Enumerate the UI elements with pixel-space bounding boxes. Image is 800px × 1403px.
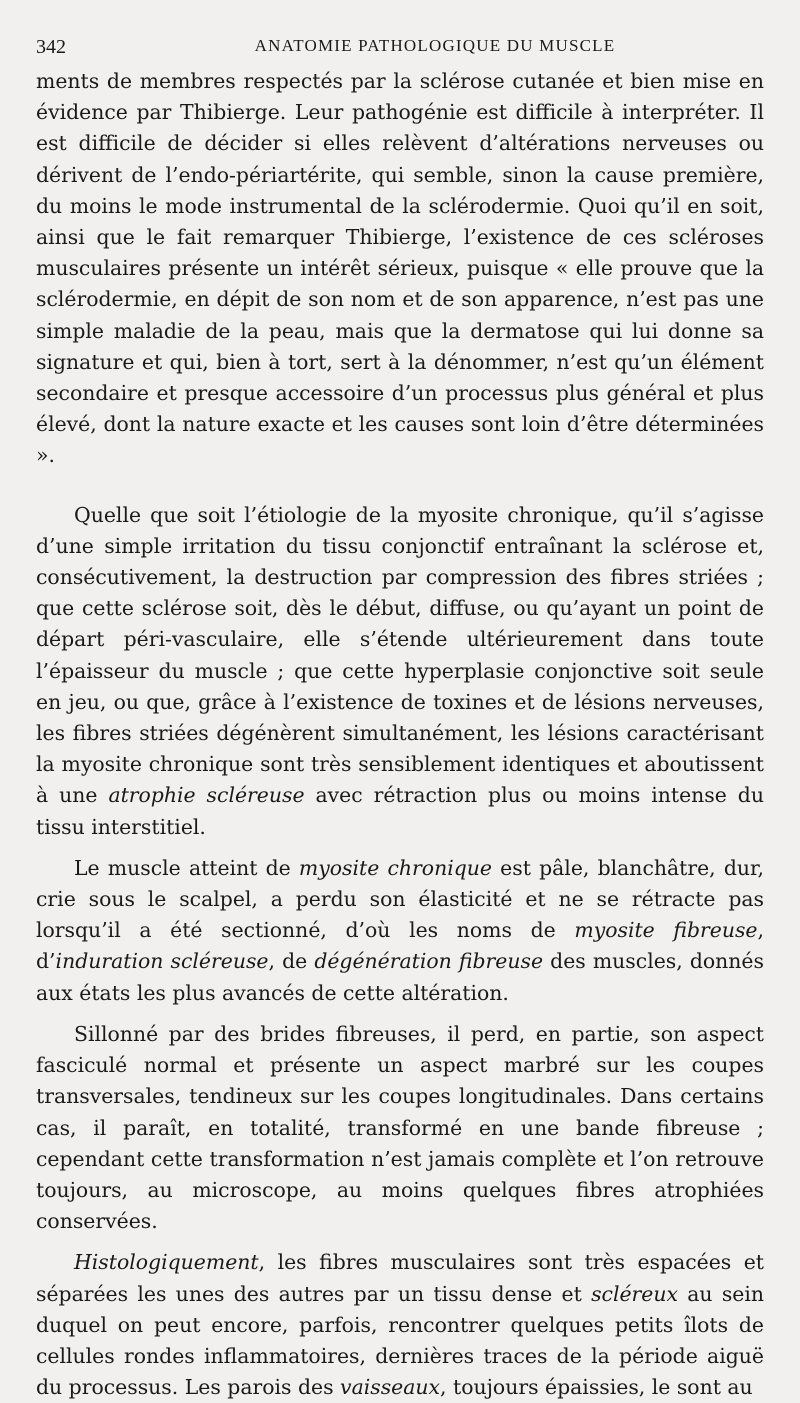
italic-term: scléreux (591, 1281, 678, 1306)
paragraph-muscle-atteint (36, 853, 764, 1009)
text-run: Le muscle atteint de (74, 855, 299, 880)
running-head-title: ANATOMIE PATHOLOGIQUE DU MUSCLE (254, 36, 616, 55)
text-run: , d’ (36, 918, 764, 974)
italic-term: induration scléreuse (55, 949, 269, 974)
italic-term: dégénération fibreuse (314, 949, 544, 974)
text-run: Sillonné par des brides fibreuses, il perd, en partie, son aspect fasciculé normal et présente un aspect marbré sur les coupes transversales, tendineux sur les coupes longitudinales. Dans certains cas, il paraît, en totalité, transformé en une bande fibreuse ; cependant cette transformation n’est jamais complète et l’on retrouve toujours, au microscope, au moins quelques fibres atrophiées conservées. (36, 1021, 764, 1234)
text-run: ments de membres respectés par la sclérose cutanée et bien mise en évidence par Thibierge. Leur pathogénie est difficile à interpréter. Il est difficile de décider si elles relèvent d’altérations nerveuses ou dérivent de l’endo-périartérite, qui semble, sinon la cause première, du moins le mode instrumental de la sclérodermie. Quoi qu’il en soit, ainsi que le fait remarquer Thibierge, l’existence de ces scléroses musculaires présente un intérêt sérieux, puisque « elle prouve que la sclérodermie, en dépit de son nom et de son apparence, n’est pas une simple maladie de la peau, mais que la dermatose qui lui donne sa signature et qui, bien à tort, sert à la dénommer, n’est qu’un élément secondaire et presque accessoire d’un processus plus général et plus élevé, dont la nature exacte et les causes sont loin d’être déterminées ». (36, 69, 764, 468)
text-run: , toujours épaissies, le sont au (440, 1375, 753, 1400)
italic-term: Histologiquement (74, 1250, 259, 1275)
text-run: est pâle, blanchâtre, dur, crie sous le scalpel, a perdu son élasticité et ne se rétracte pas lorsqu’il a été sectionné, d’où les noms de (36, 855, 765, 943)
text-run: avec rétraction plus ou moins intense du tissu interstitiel. (36, 783, 764, 839)
text-run: au sein duquel on peut encore, parfois, rencontrer quelques petits îlots de cellules rondes inflammatoires, dernières traces de la période aiguë du processus. Les parois des (36, 1281, 765, 1400)
paragraph-histologiquement (36, 1247, 764, 1403)
text-run: , de (268, 949, 315, 974)
running-head (36, 30, 764, 66)
paragraph-etiologie (36, 500, 764, 843)
body-text (36, 66, 764, 1403)
paragraph-sillonne (36, 1019, 764, 1237)
page-number: 342 (36, 36, 66, 58)
italic-term: vaisseaux (340, 1375, 441, 1400)
italic-term: myosite fibreuse (574, 918, 758, 943)
text-run: des muscles, donnés aux états les plus avancés de cette altération. (36, 949, 764, 1005)
italic-term: myosite chronique (298, 855, 492, 880)
paragraph-continued (36, 66, 764, 472)
italic-term: atrophie scléreuse (108, 783, 305, 808)
text-run: Quelle que soit l’étiologie de la myosite chronique, qu’il s’agisse d’une simple irritation du tissu conjonctif entraînant la sclérose et, consécutivement, la destruction par compression des fibres striées ; que cette sclérose soit, dès le début, diffuse, ou qu’ayant un point de départ péri-vasculaire, elle s’étende ultérieurement dans toute l’épaisseur du muscle ; que cette hyperplasie conjonctive soit seule en jeu, ou que, grâce à l’existence de toxines et de lésions nerveuses, les fibres striées dégénèrent simultanément, les lésions caractérisant la myosite chronique sont très sensiblement identiques et aboutissent à une (36, 502, 764, 808)
text-run: , les fibres musculaires sont très espacées et séparées les unes des autres par un tissu dense et (36, 1250, 764, 1306)
